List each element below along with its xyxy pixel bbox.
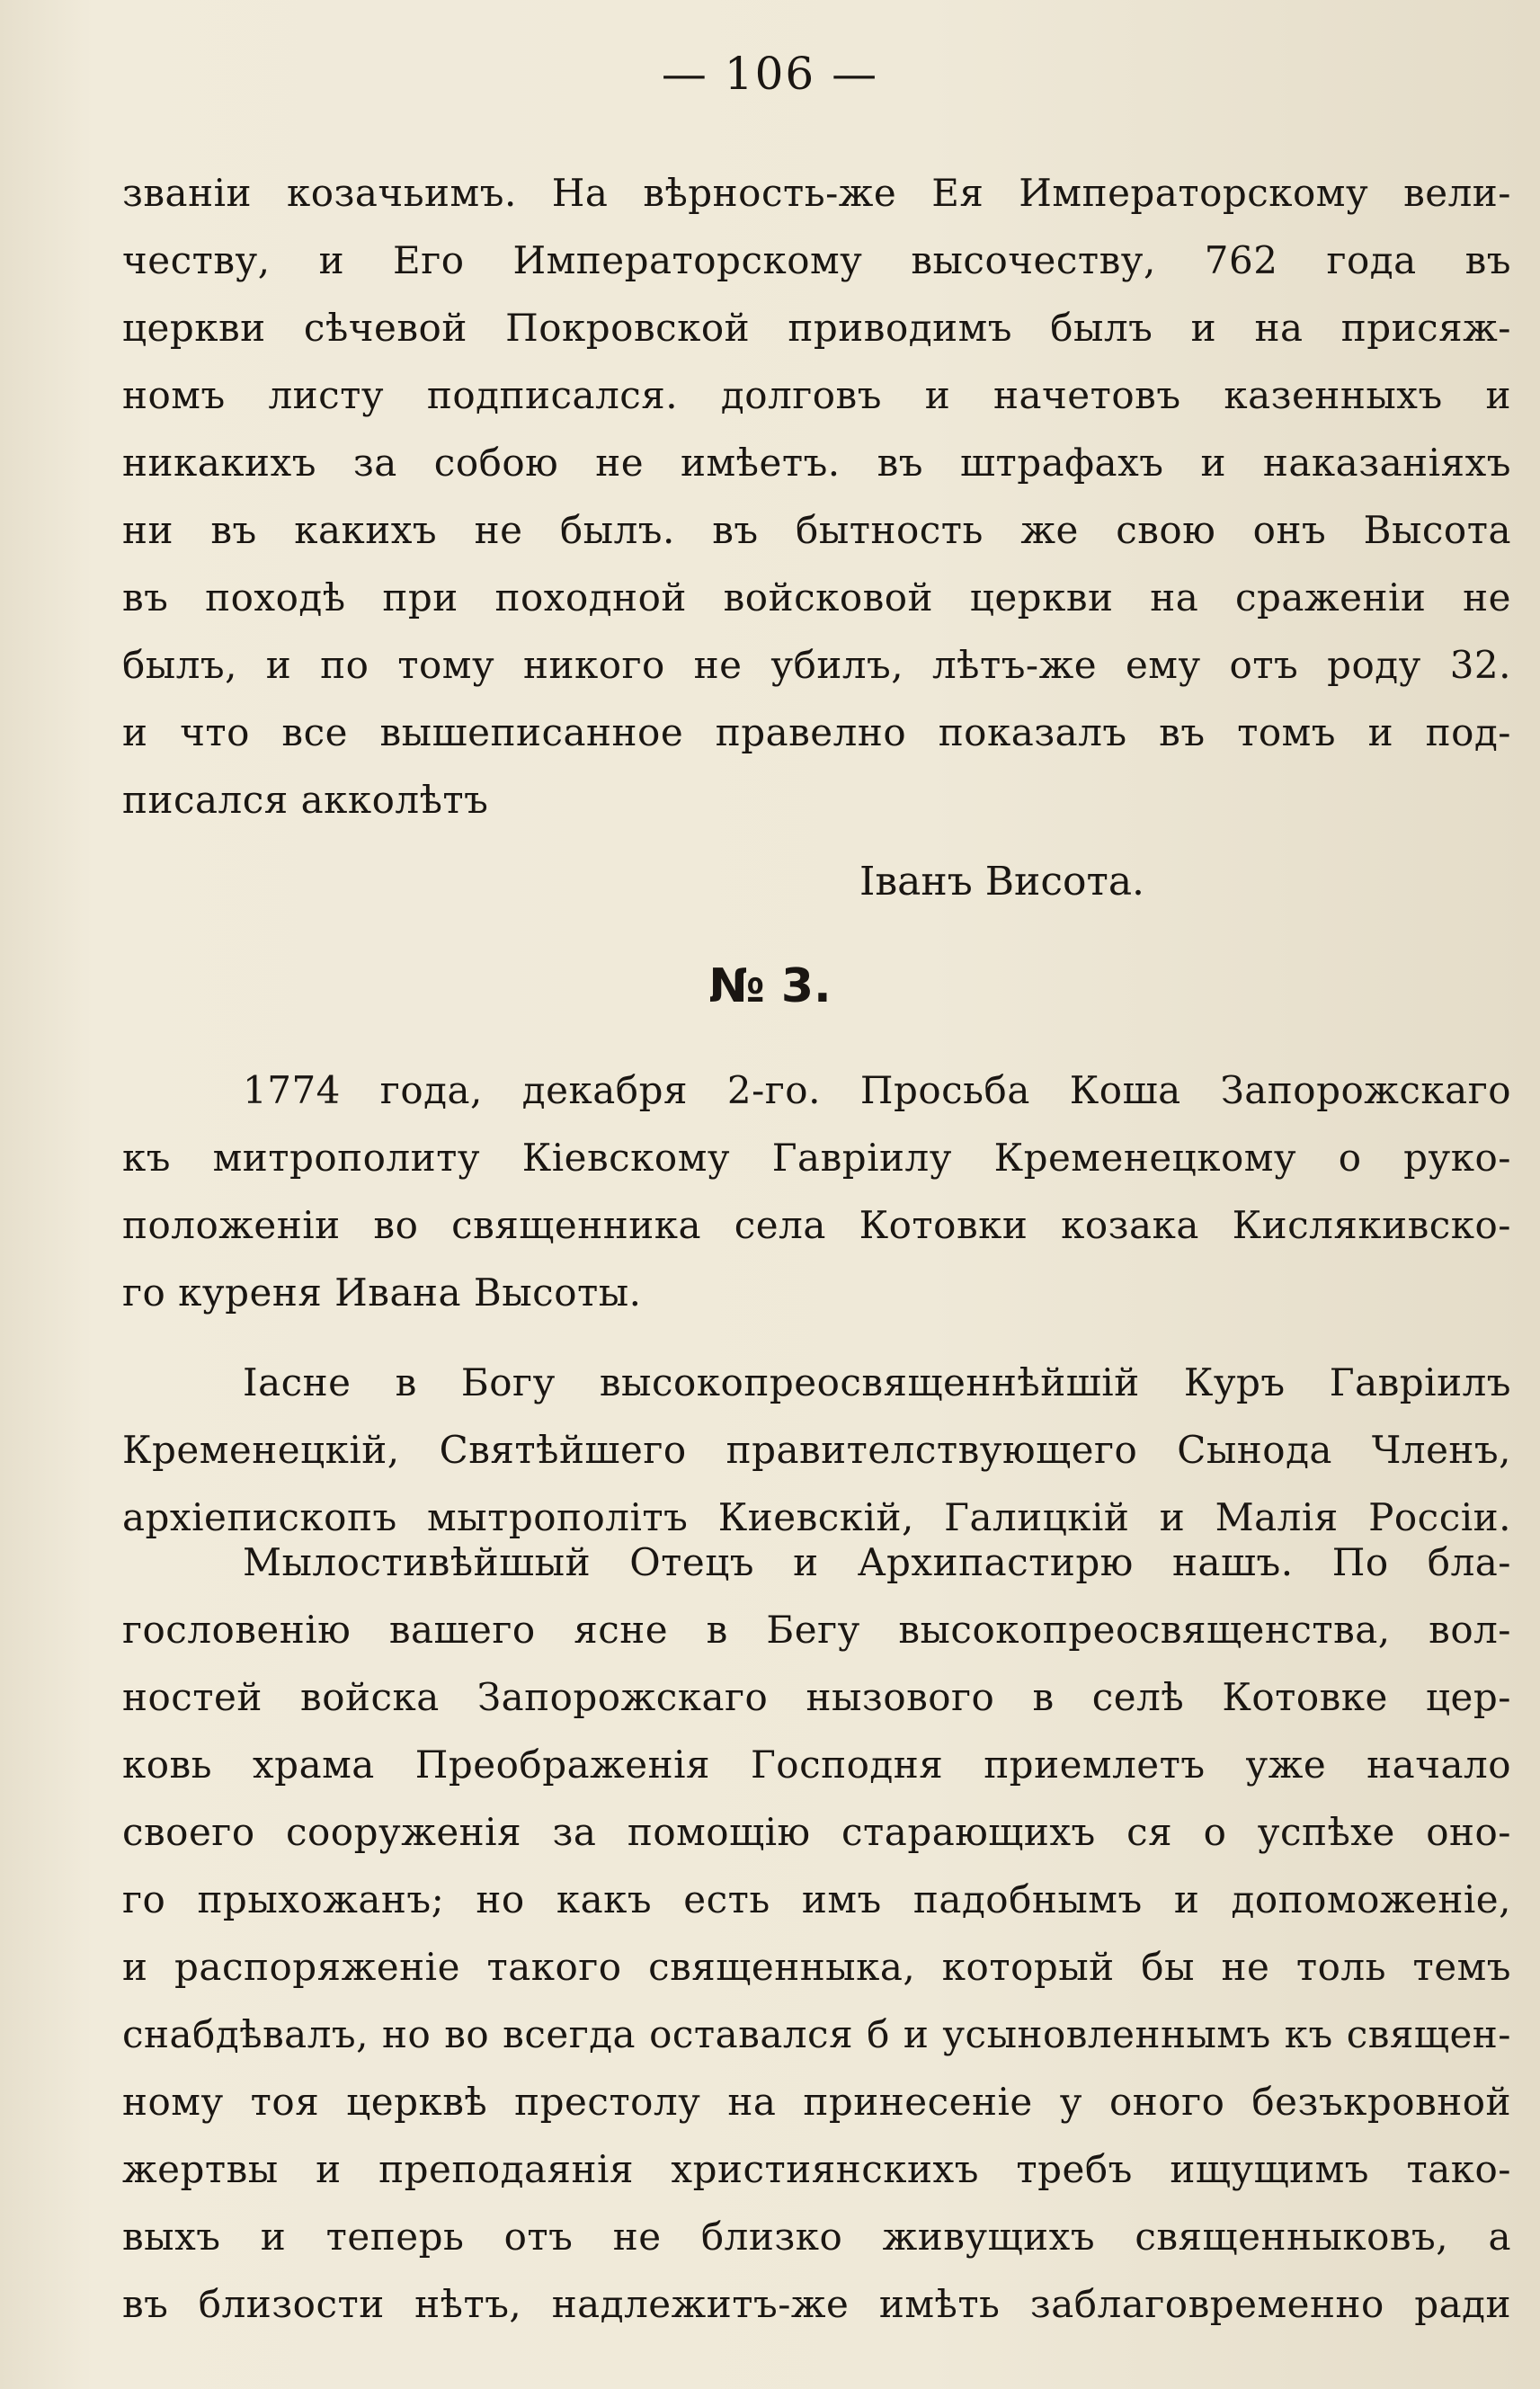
text-line: въ походѣ при походной войсковой церкви на сраженіи не: [122, 575, 1511, 620]
text-line: гословенію вашего ясне в Бегу высокопреосвященства, вол-: [122, 1608, 1511, 1652]
page-number: — 106 —: [661, 48, 879, 100]
text-line: честву, и Его Императорскому высочеству, 762 года въ: [122, 238, 1511, 282]
paragraph-document-summary: [122, 1056, 1511, 1326]
text-line: писался акколѣтъ: [122, 778, 489, 822]
text-line: номъ листу подписался. долговъ и начетовъ казенныхъ и: [122, 373, 1511, 417]
text-line: своего сооруженія за помощію старающихъ ся о успѣхе оно-: [122, 1810, 1511, 1854]
text-line: архіепископъ мытрополітъ Киевскій, Галицкій и Малія Россіи.: [122, 1495, 1511, 1539]
document-number-heading: № 3.: [708, 959, 832, 1013]
text-line: ковь храма Преображенія Господня приемлетъ уже начало: [122, 1743, 1511, 1787]
paragraph-petition: [122, 1529, 1511, 2338]
text-line: Кременецкій, Святѣйшего правителствующего Сынода Членъ,: [122, 1428, 1511, 1472]
text-line: жертвы и преподаянія християнскихъ требъ ищущимъ тако-: [122, 2147, 1511, 2191]
text-line: и распоряженіе такого священныка, который бы не толь темъ: [122, 1945, 1511, 1989]
text-line: Мылостивѣйшый Отецъ и Архипастирю нашъ. По бла-: [243, 1540, 1511, 1584]
text-line: ностей войска Запорожскаго нызового в селѣ Котовке цер-: [122, 1675, 1511, 1719]
text-line: положеніи во священника села Котовки козака Кислякивско-: [122, 1203, 1511, 1247]
text-line: снабдѣвалъ, но во всегда оставался б и усыновленнымъ къ священ-: [122, 2012, 1511, 2056]
text-line: ному тоя церквѣ престолу на принесеніе у оного безъкровной: [122, 2080, 1511, 2124]
text-line: го куреня Ивана Высоты.: [122, 1270, 642, 1315]
text-line: званіи козачьимъ. На вѣрность-же Ея Императорскому вели-: [122, 171, 1511, 215]
paragraph-testimony: [122, 159, 1511, 833]
text-line: выхъ и теперь отъ не близко живущихъ священныковъ, а: [122, 2215, 1511, 2259]
text-line: 1774 года, декабря 2-го. Просьба Коша Запорожскаго: [243, 1068, 1511, 1112]
signature-line: Іванъ Висота.: [859, 859, 1145, 905]
text-line: былъ, и по тому никого не убилъ, лѣтъ-же ему отъ роду 32.: [122, 643, 1511, 687]
text-line: и что все вышеписанное правелно показалъ въ томъ и под-: [122, 710, 1511, 754]
text-line: Іасне в Богу высокопреосвященнѣйшій Куръ Гавріилъ: [243, 1360, 1511, 1404]
text-line: ни въ какихъ не былъ. въ бытность же свою онъ Высота: [122, 508, 1511, 552]
text-line: въ близости нѣтъ, надлежитъ-же имѣть заблаговременно ради: [122, 2282, 1511, 2326]
text-line: къ митрополиту Кіевскому Гавріилу Кременецкому о руко-: [122, 1136, 1511, 1180]
text-line: никакихъ за собою не имѣетъ. въ штрафахъ и наказаніяхъ: [122, 441, 1511, 485]
text-line: го прыхожанъ; но какъ есть имъ падобнымъ и допоможеніе,: [122, 1877, 1511, 1921]
text-line: церкви сѣчевой Покровской приводимъ былъ и на присяж-: [122, 306, 1511, 350]
paragraph-salutation: [122, 1349, 1511, 1551]
